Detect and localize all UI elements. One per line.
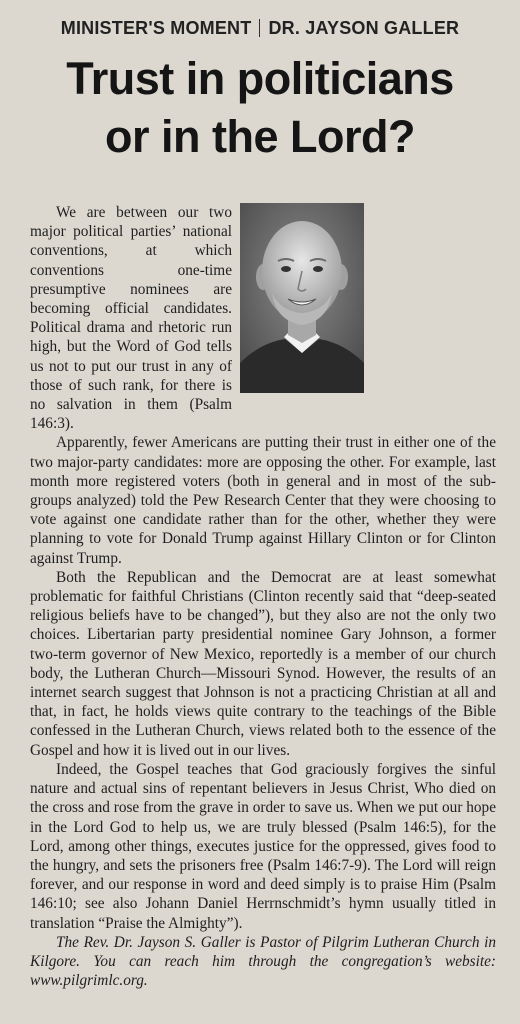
paragraph-4: Indeed, the Gospel teaches that God graciously forgives the sinful nature and actual sins of repentant believers in Jesus Christ, Who died on the cross and rose from the grave in order to save us. When we put our hope in the Lord God to help us, we are truly blessed (Psalm 146:5), for the Lord, among other things, executes justice for the oppressed, gives food to the hungry, and sets the prisoners free (Psalm 146:7-9). The Lord will reign forever, and our response in word and deed simply is to praise Him (Psalm 146:10; see also Johann Daniel Herrnschmidt’s hymn usually titled in translation “Praise the Almighty”). — [30, 760, 496, 932]
headline-line-1: Trust in politicians — [66, 53, 454, 104]
author-byline: The Rev. Dr. Jayson S. Galler is Pastor of Pilgrim Lutheran Church in Kilgore. You can reach him through the congregation’s website: www.pilgrimlc.org. — [30, 933, 496, 990]
article-body — [30, 203, 496, 990]
header-divider — [259, 19, 260, 37]
column-header — [0, 18, 520, 39]
portrait-image — [240, 203, 364, 393]
photo-spacer — [364, 203, 496, 281]
headline-line-2: or in the Lord? — [105, 111, 415, 162]
paragraph-3: Both the Republican and the Democrat are at least somewhat problematic for faithful Christians (Clinton recently said that “deep-seated religious beliefs have to be changed”), but they also are not the only two choices. Libertarian party presidential nominee Gary Johnson, a former two-term governor of New Mexico, reportedly is a member of our church body, the Lutheran Church—Missouri Synod. However, the results of an internet search suggest that Johnson is not a practicing Christian at all and that, in fact, he holds views quite contrary to the teachings of the Bible confessed in the Lutheran Church, views related both to the essence of the Gospel and how it is lived out in our lives. — [30, 568, 496, 759]
author-portrait-icon — [240, 203, 364, 393]
paragraph-2: Apparently, fewer Americans are putting their trust in either one of the two major-party candidates: more are opposing the other. For example, last month more registered voters (both in general and in most of the sub-groups analyzed) told the Pew Research Center that they were choosing to vote against one candidate rather than for the other, whether they were planning to vote for Donald Trump against Hillary Clinton or for Clinton against Trump. — [30, 434, 496, 567]
column-author: DR. JAYSON GALLER — [268, 18, 460, 38]
paragraph-1: We are between our two major political parties’ national conventions, at which conventions one-time presumptive nominees are becoming official candidates. Political drama and rhetoric run high, but the Word of God tells us not to put our trust in any of those of such rank, for there is no salvation in them (Psalm 146:3). — [30, 204, 232, 433]
article-headline — [0, 50, 520, 166]
column-name: MINISTER'S MOMENT — [60, 18, 252, 38]
